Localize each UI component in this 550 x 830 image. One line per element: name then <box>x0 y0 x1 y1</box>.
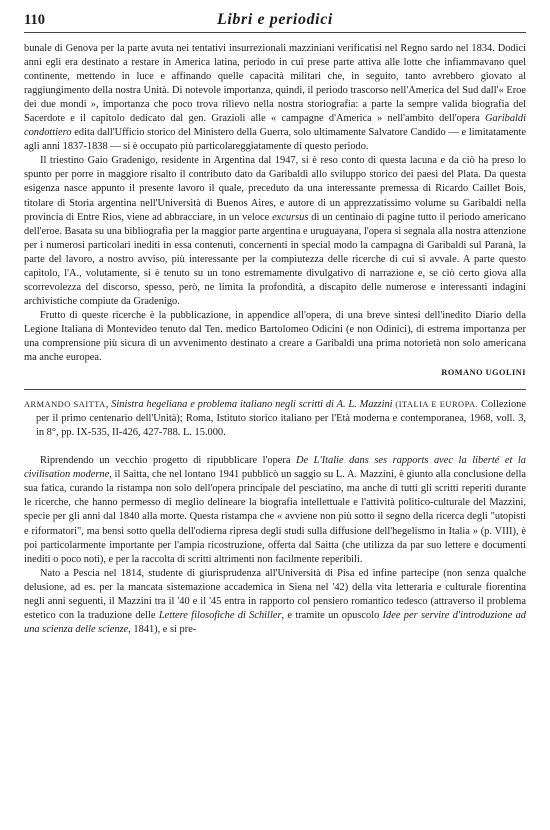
paragraph: Il triestino Gaio Gradenigo, residente in Argentina dal 1947, si è reso conto di questa lacuna e da ciò ha preso lo spunto per porre in maggiore risalto il contributo dato da Garibaldi allo sviluppo storico dei paesi del Plata. Da questa esigenza nasce appunto il presente lavoro il quale, preceduto da una interessante premessa di Ricardo Caillet Bois, titolare di Storia argentina nell'Università di Buenos Aires, e autore di un apprezzatissimo volume su Garibaldi nella provincia di Entre Rios, viene ad abbracciare, in un veloce excursus di un centinaio di pagine tutto il periodo americano dell'eroe. Basata su una bibliografia per la maggior parte argentina e uruguayana, l'opera si segnala alla nostra attenzione per i numerosi particolari inediti in essa contenuti, concernenti in special modo la campagna di Garibaldi sul Paranà, la parte del lavoro, a nostro avviso, più interessante per la compiutezza delle ricerche di cui si avvale. A parte questo capitolo, l'A., volutamente, si è tenuto su un tono estremamente divulgativo di narrazione e, se ciò certo giova alla scorrevolezza del discorso, spesso, però, ne limita la profondità, a discapito delle numerose e interessanti indagini archivistiche compiute da Gradenigo. <box>24 155 526 307</box>
book-title: Sinistra hegeliana e problema italiano negli scritti di A. L. Mazzini <box>111 399 393 411</box>
paragraph: Nato a Pescia nel 1814, studente di giurisprudenza all'Università di Pisa ed infine partecipe (non senza qualche delusione, ad es. per la mancata sistemazione accademica in Siena nel '42) della vita letteraria e culturale fiorentina negli anni seguenti, il Mazzini tra il '40 e il '45 entra in rapporto col pensiero romantico tedesco (attraverso il problema estetico con la traduzione delle Lettere filosofiche di Schiller, e tramite un opuscolo Idee per servire d'introduzione ad una scienza delle scienze, 1841), e si pre- <box>24 567 526 635</box>
bibliographic-entry: ARMANDO SAITTA, Sinistra hegeliana e problema italiano negli scritti di A. L. Mazzini (ITALIA E EUROPA. Collezione per il primo centenario dell'Unità); Roma, Istituto storico italiano per l'Età moderna e contemporanea, 1968, voll. 3, in 8°, pp. IX-535, II-426, 427-788. L. 15.000. <box>24 399 526 439</box>
book-details: Collezione per il primo centenario dell'Unità); Roma, Istituto storico italiano per l'Età moderna e contemporanea, 1968, voll. 3, in 8°, pp. IX-535, II-426, 427-788. L. 15.000. <box>36 399 526 439</box>
section-divider <box>24 389 526 390</box>
book-page <box>24 10 526 637</box>
paragraph: Riprendendo un vecchio progetto di ripubblicare l'opera De L'Italie dans ses rapports avec la liberté et la civilisation moderne, il Saitta, che nel lontano 1941 pubblicò un saggio su L. A. Mazzini, è giunto alla conclusione della sua fatica, curando la ristampa non solo dell'opera principale del pesciatino, ma anche di tutti gli scritti reperiti durante le ricerche, che hanno permesso di meglio delineare la biografia intellettuale e l'attività politico-culturale del Mazzini, specie per gli anni dal 1840 alla morte. Questa ristampa che « avviene non più sotto il segno della ricerca degli "utopisti e riformatori", ma bensì sotto quella dell'odierna ripresa degli studi sulla diffusione dell'hegelismo in Italia » (p. VIII), è poi particolarmente importante per l'ampia ricostruzione, offerta dal Saitta (che utilizza da par suo lettere e documenti inediti o poco noti), e per la raccolta di scritti altrimenti non facilmente reperibili. <box>24 455 527 565</box>
running-header <box>24 10 526 33</box>
book-author: ARMANDO SAITTA <box>24 400 106 410</box>
paragraph: bunale di Genova per la parte avuta nei tentativi insurrezionali mazziniani verificatisi nel Regno sardo nel 1834. Dodici anni egli era destinato a restare in America latina, periodo in cui prese parte attiva alle lotte che infiammavano quel continente, mettendo in luce e affinando quelle capacità militari che, in seguito, tanto avrebbero giovato al raggiungimento della nostra Unità. Di notevole importanza, quindi, il periodo trascorso nell'America del Sud dall'« Eroe dei due mondi », importanza che poco trova rilievo nella nostra storiografia: a parte la sempre valida biografia del Sacerdote e il capitolo dedicato dal gen. Grazioli alle « campagne d'America » nell'ambito dell'opera Garibaldi condottiero edita dall'Ufficio storico del Ministero della Guerra, solo ultimamente Salvatore Candido — e limitatamente agli anni 1837-1838 — si è occupato più particolareggiatamente di questo periodo. <box>24 43 526 153</box>
reviewer-signature: ROMANO UGOLINI <box>441 368 526 378</box>
page-number: 110 <box>24 12 45 28</box>
review-gradenigo <box>24 42 526 380</box>
paragraph: Frutto di queste ricerche è la pubblicazione, in appendice all'opera, di una breve sintesi dell'inedito Diario della Legione Italiana di Montevideo tenuto dal Ten. medico Bartolomeo Odicini (e non Odinici), di estrema importanza per una comprensione più sicura di un avvenimento destinato a creare a Garibaldi una prima notorietà non solo americana ma anche europea. <box>24 309 526 364</box>
review-saitta <box>24 454 526 637</box>
running-title: Libri e periodici <box>217 11 333 28</box>
book-series: (ITALIA E EUROPA. <box>395 400 479 410</box>
